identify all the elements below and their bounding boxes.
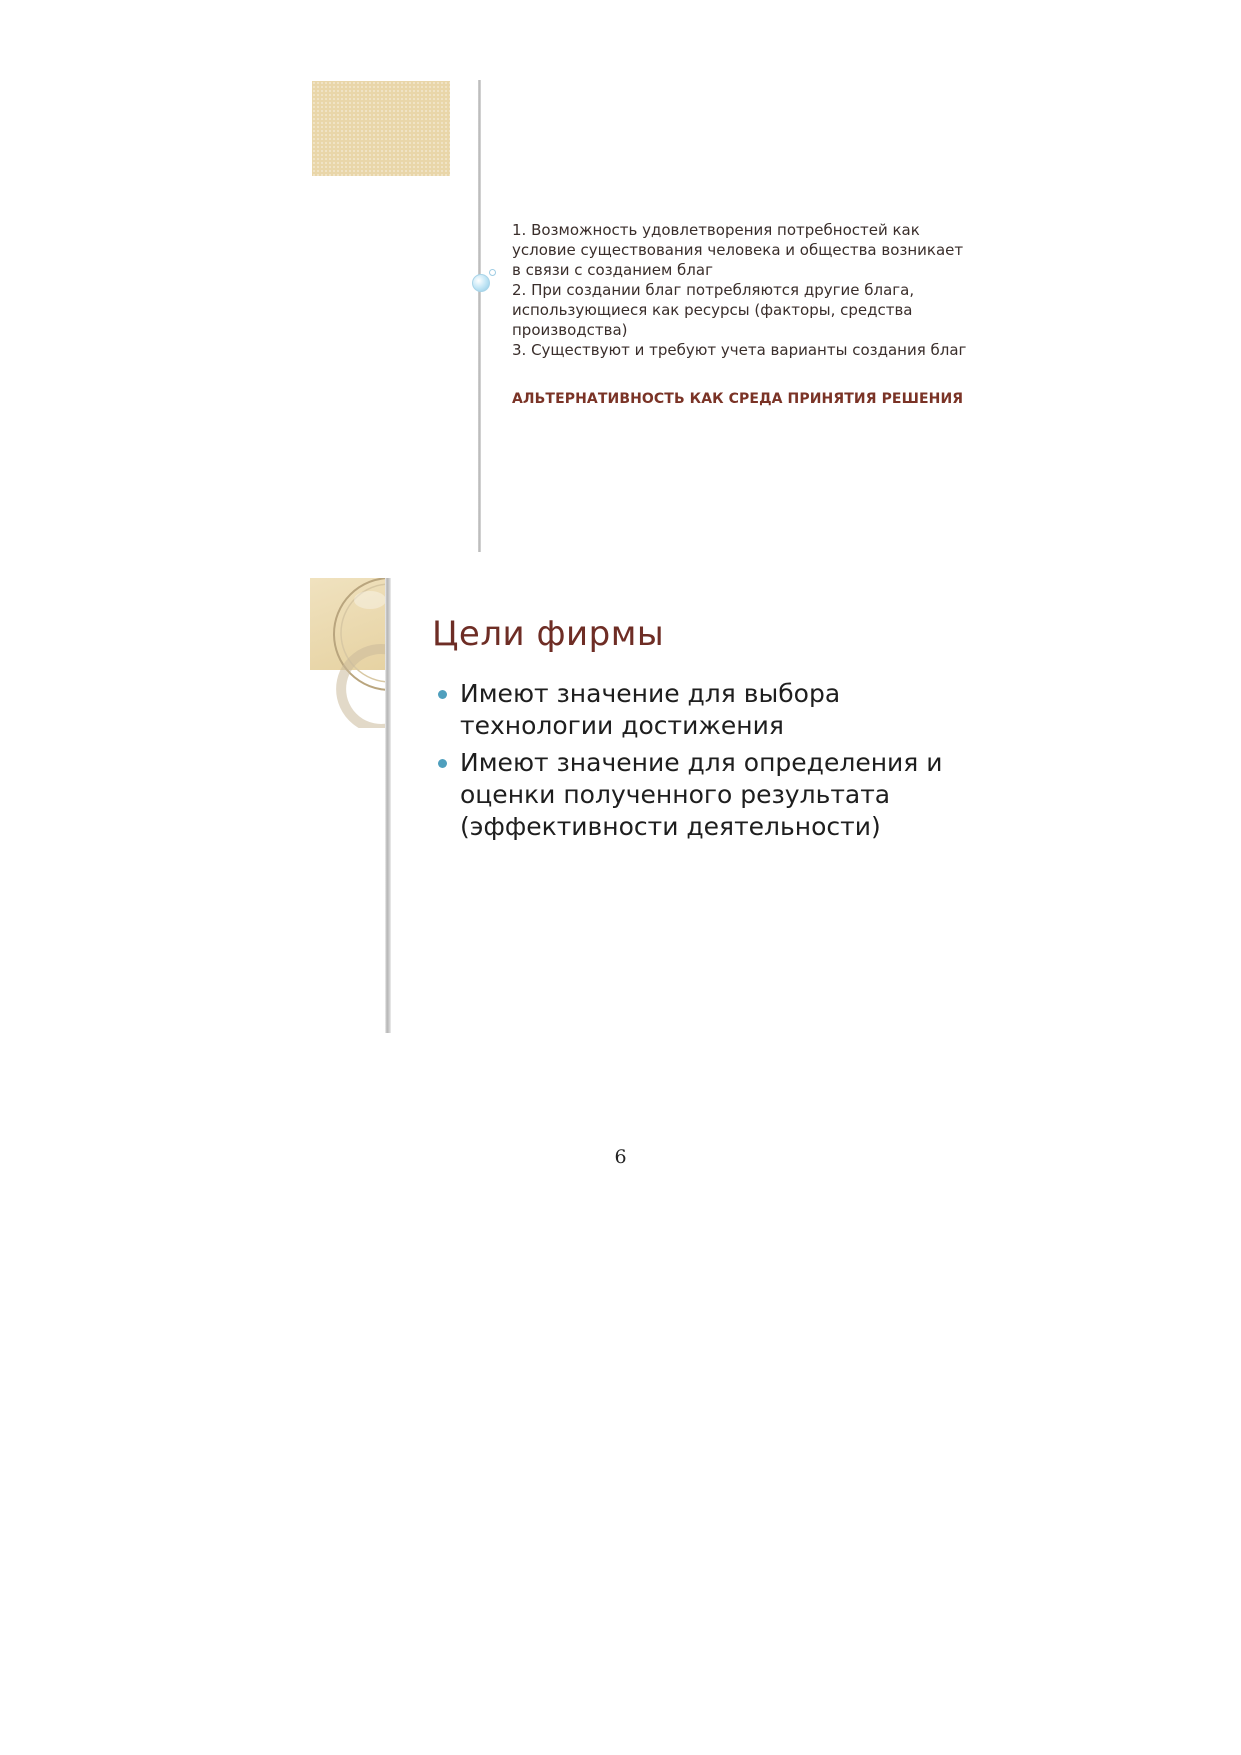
list-item-line: Имеют значение для определения и xyxy=(460,748,943,777)
list-item-line: Имеют значение для выбора xyxy=(460,679,841,708)
bullet-icon xyxy=(438,690,447,699)
slide1-line: 1. Возможность удовлетворения потребностей как xyxy=(512,221,920,239)
list-item xyxy=(436,747,996,843)
list-item-line: технологии достижения xyxy=(460,711,784,740)
slide1-line: производства) xyxy=(512,321,628,339)
slide2-bullet-list xyxy=(436,678,996,848)
slide1-vertical-line xyxy=(478,80,481,552)
list-item xyxy=(436,678,996,742)
slide1-caption: АЛЬТЕРНАТИВНОСТЬ КАК СРЕДА ПРИНЯТИЯ РЕШЕНИЯ xyxy=(512,391,964,407)
slide1-line: в связи с созданием благ xyxy=(512,261,713,279)
slide1-body-text xyxy=(512,220,972,360)
page-number: 6 xyxy=(614,1146,627,1168)
slide1-line: 2. При создании благ потребляются другие блага, xyxy=(512,281,915,299)
slide1-small-circle-icon xyxy=(489,269,496,276)
slide2-title: Цели фирмы xyxy=(432,614,665,654)
slide1-decor-square xyxy=(312,81,450,176)
list-item-line: (эффективности деятельности) xyxy=(460,812,881,841)
slide1-line: использующиеся как ресурсы (факторы, средства xyxy=(512,301,913,319)
slide1-circle-icon xyxy=(472,274,490,292)
slide1-line: 3. Существуют и требуют учета варианты создания благ xyxy=(512,341,967,359)
slide1-line: условие существования человека и общества возникает xyxy=(512,241,964,259)
bullet-icon xyxy=(438,759,447,768)
slide2-vertical-line xyxy=(385,578,391,1033)
list-item-line: оценки полученного результата xyxy=(460,780,891,809)
